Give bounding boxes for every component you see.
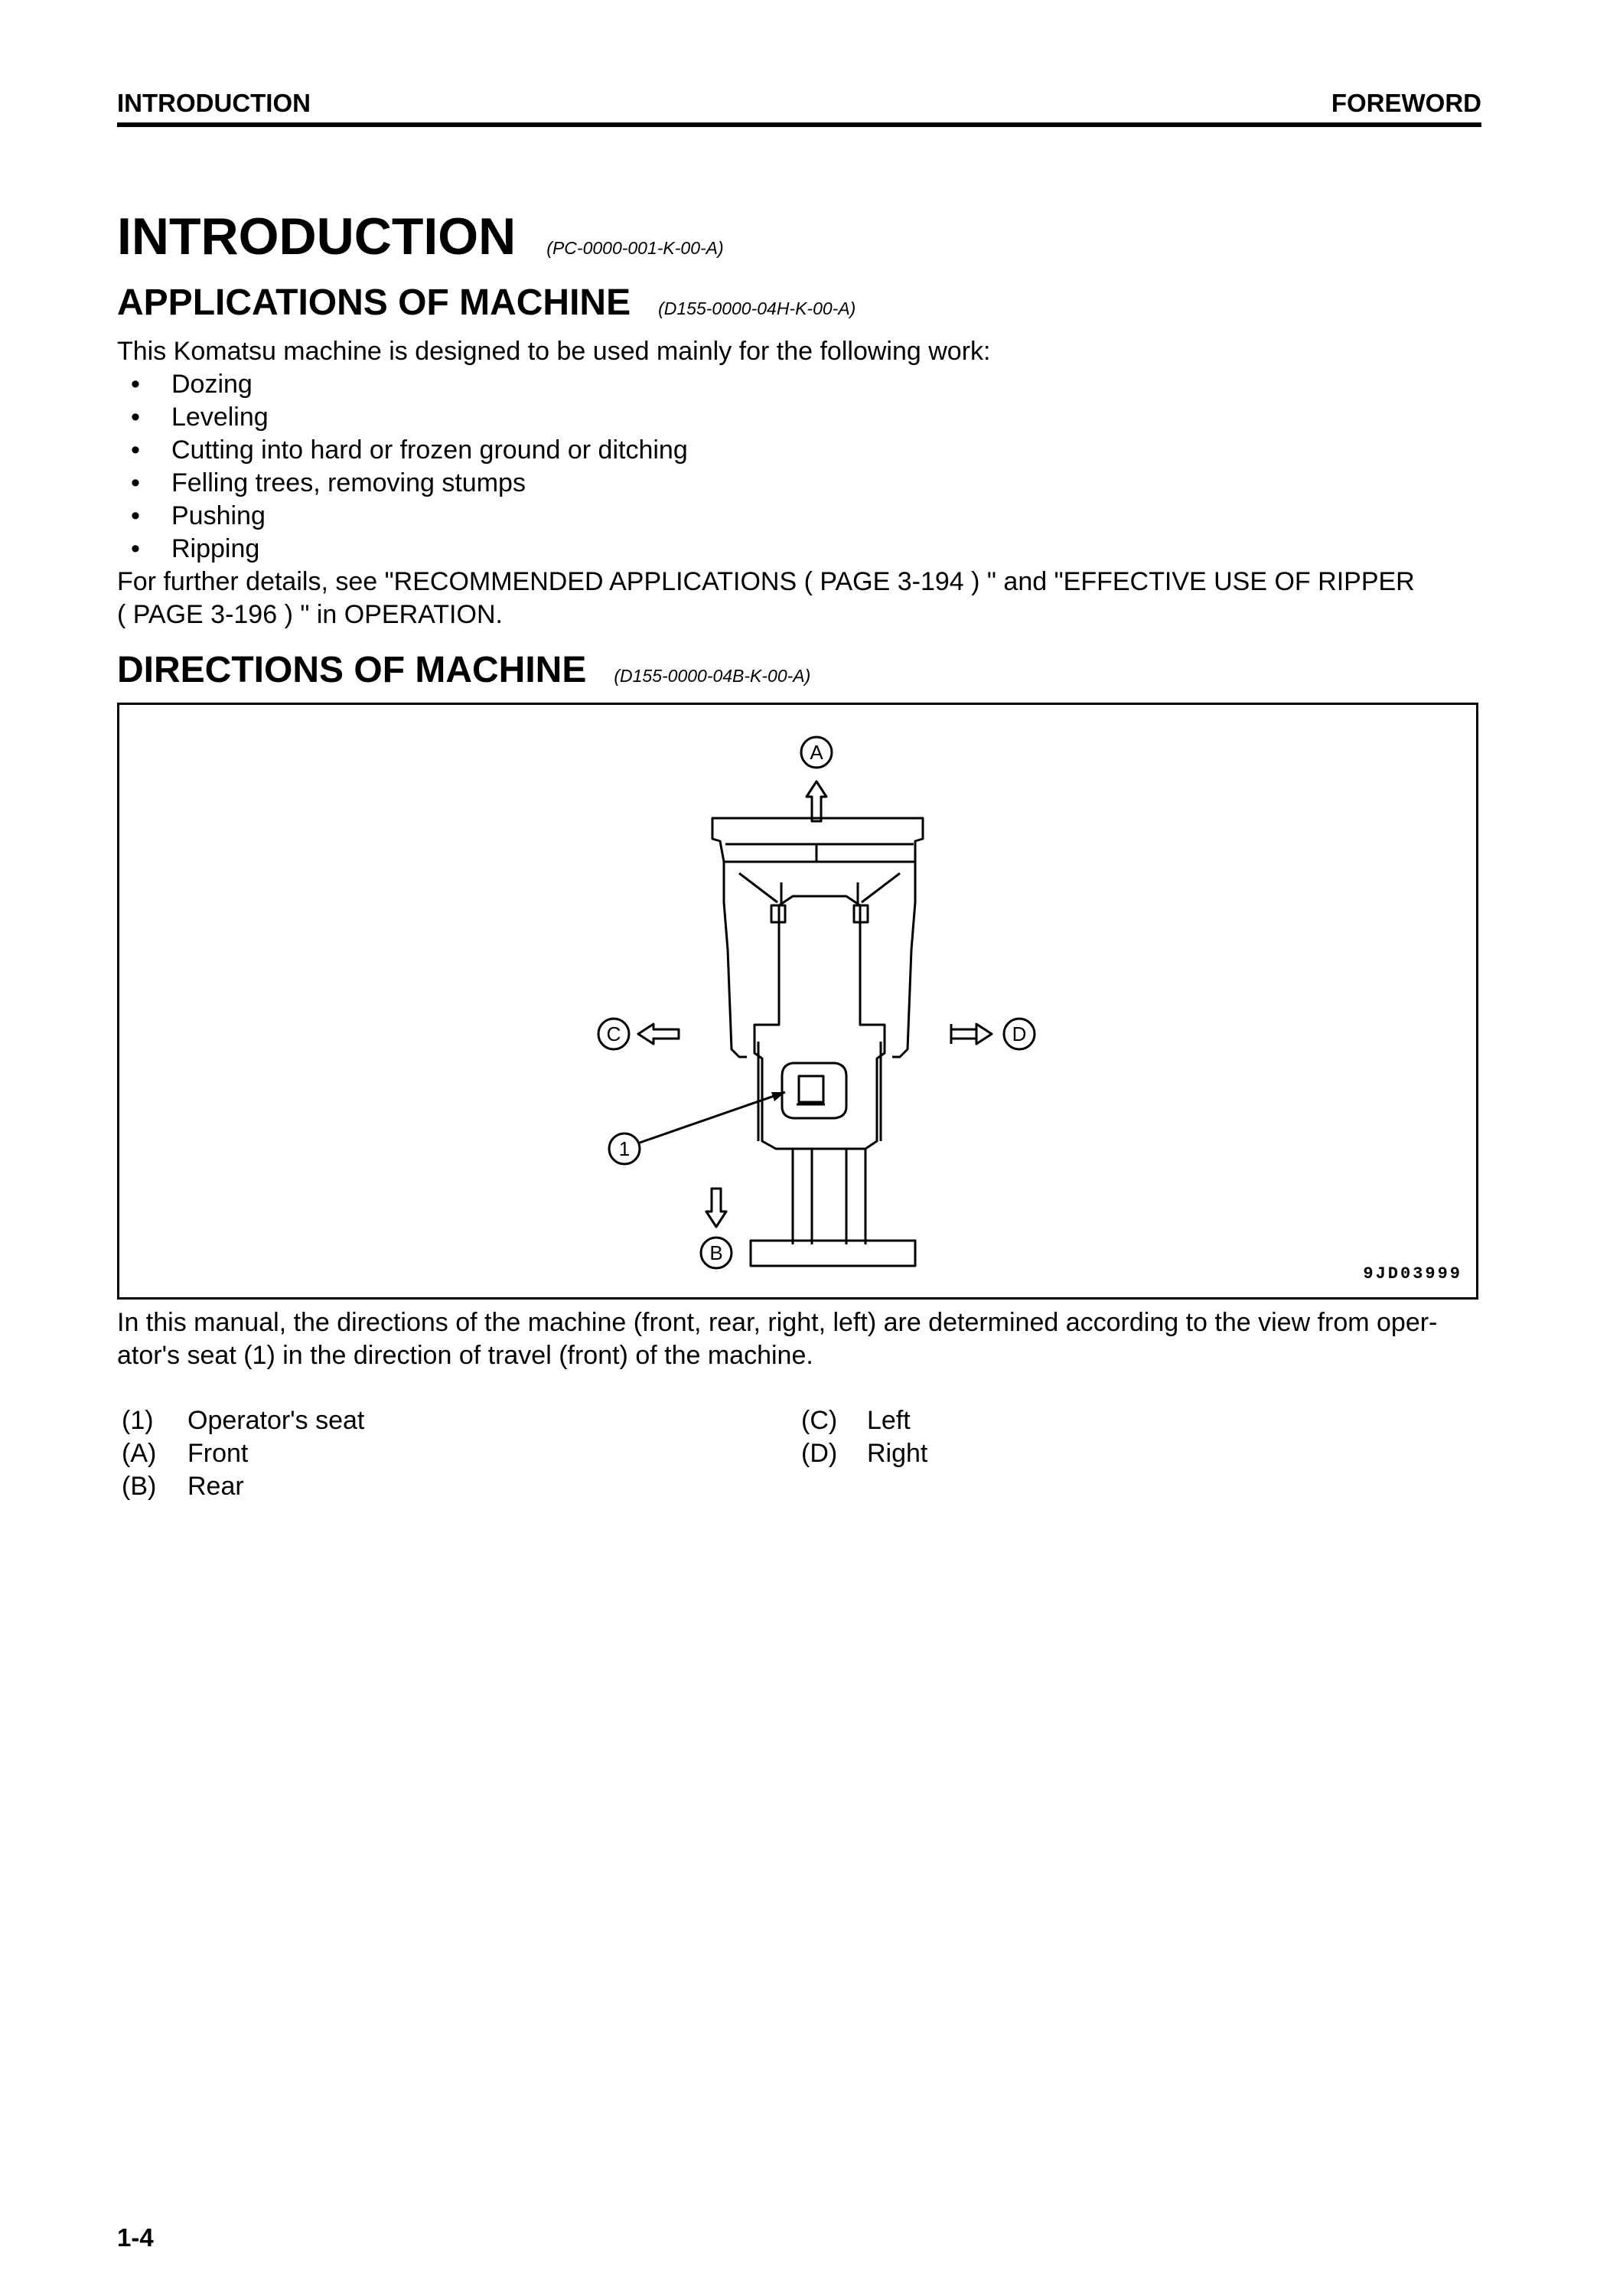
applications-details-line-1: For further details, see "RECOMMENDED APPLICATIONS ( PAGE 3-194 ) " and "EFFECTIVE USE OF RIPPER	[117, 567, 1415, 596]
legend-text: Left	[867, 1406, 911, 1435]
legend-item	[117, 1404, 729, 1437]
page-number: 1-4	[117, 2223, 154, 2252]
bullet-mark: •	[131, 403, 140, 432]
directions-description-line-2: ator's seat (1) in the direction of travel (front) of the machine.	[117, 1341, 813, 1370]
list-item	[117, 368, 688, 401]
marker-a-label: A	[810, 741, 823, 764]
operator-seat-shape	[782, 1063, 846, 1118]
directions-description-line-1: In this manual, the directions of the machine (front, rear, right, left) are determined according to the view from oper-	[117, 1308, 1438, 1337]
applications-intro: This Komatsu machine is designed to be used mainly for the following work:	[117, 337, 991, 366]
legend-item	[117, 1470, 729, 1503]
marker-c-label: C	[606, 1022, 621, 1045]
list-item-text: Cutting into hard or frozen ground or ditching	[171, 435, 688, 465]
page-title	[117, 207, 724, 266]
list-item	[117, 500, 688, 533]
legend-label: (D)	[801, 1439, 838, 1468]
page-title-code: (PC-0000-001-K-00-A)	[546, 238, 724, 258]
list-item	[117, 533, 688, 566]
applications-heading-code: (D155-0000-04H-K-00-A)	[658, 298, 856, 318]
legend-item	[117, 1437, 729, 1470]
legend-label: (B)	[122, 1472, 157, 1501]
directions-heading-code: (D155-0000-04B-K-00-A)	[614, 666, 811, 686]
marker-1-label: 1	[618, 1137, 631, 1160]
header-chapter-label: FOREWORD	[1331, 89, 1481, 117]
figure-code: 9JD03999	[1363, 1264, 1462, 1283]
applications-heading	[117, 282, 855, 324]
directions-description	[117, 1306, 1487, 1372]
list-item-text: Pushing	[171, 501, 266, 530]
directions-heading-text: DIRECTIONS OF MACHINE	[117, 650, 587, 690]
legend-label: (1)	[122, 1406, 154, 1435]
legend-text: Front	[187, 1439, 249, 1468]
bullet-mark: •	[131, 435, 140, 465]
list-item-text: Dozing	[171, 370, 253, 399]
applications-list	[117, 368, 688, 566]
list-item	[117, 434, 688, 467]
list-item-text: Leveling	[171, 403, 269, 432]
directions-heading	[117, 649, 810, 691]
machine-body-shape	[754, 896, 885, 1149]
legend-item	[797, 1404, 1409, 1437]
marker-d-label: D	[1012, 1022, 1027, 1045]
legend-item	[797, 1437, 1409, 1470]
bullet-mark: •	[131, 370, 140, 399]
list-item-text: Felling trees, removing stumps	[171, 468, 526, 497]
bullet-mark: •	[131, 501, 140, 530]
directions-figure	[117, 703, 1478, 1300]
applications-heading-text: APPLICATIONS OF MACHINE	[117, 282, 631, 323]
bullet-mark: •	[131, 468, 140, 497]
list-item	[117, 401, 688, 434]
page-title-text: INTRODUCTION	[117, 207, 517, 266]
applications-details	[117, 566, 1487, 631]
list-item	[117, 467, 688, 500]
header-section-label: INTRODUCTION	[117, 89, 311, 117]
machine-frame-shape	[724, 862, 915, 1057]
legend-label: (C)	[801, 1406, 838, 1435]
legend-right-column	[797, 1404, 1409, 1470]
legend-text: Right	[867, 1439, 928, 1468]
machine-top-view-illustration	[119, 705, 1476, 1297]
applications-details-line-2: ( PAGE 3-196 ) " in OPERATION.	[117, 600, 503, 629]
ripper-shape	[751, 1149, 915, 1266]
legend-left-column	[117, 1404, 729, 1503]
marker-b-label: B	[709, 1241, 723, 1264]
list-item-text: Ripping	[171, 534, 260, 563]
page-header	[117, 86, 1481, 127]
legend-label: (A)	[122, 1439, 157, 1468]
legend-text: Operator's seat	[187, 1406, 365, 1435]
bullet-mark: •	[131, 534, 140, 563]
blade-shape	[712, 818, 923, 862]
legend-text: Rear	[187, 1472, 244, 1501]
